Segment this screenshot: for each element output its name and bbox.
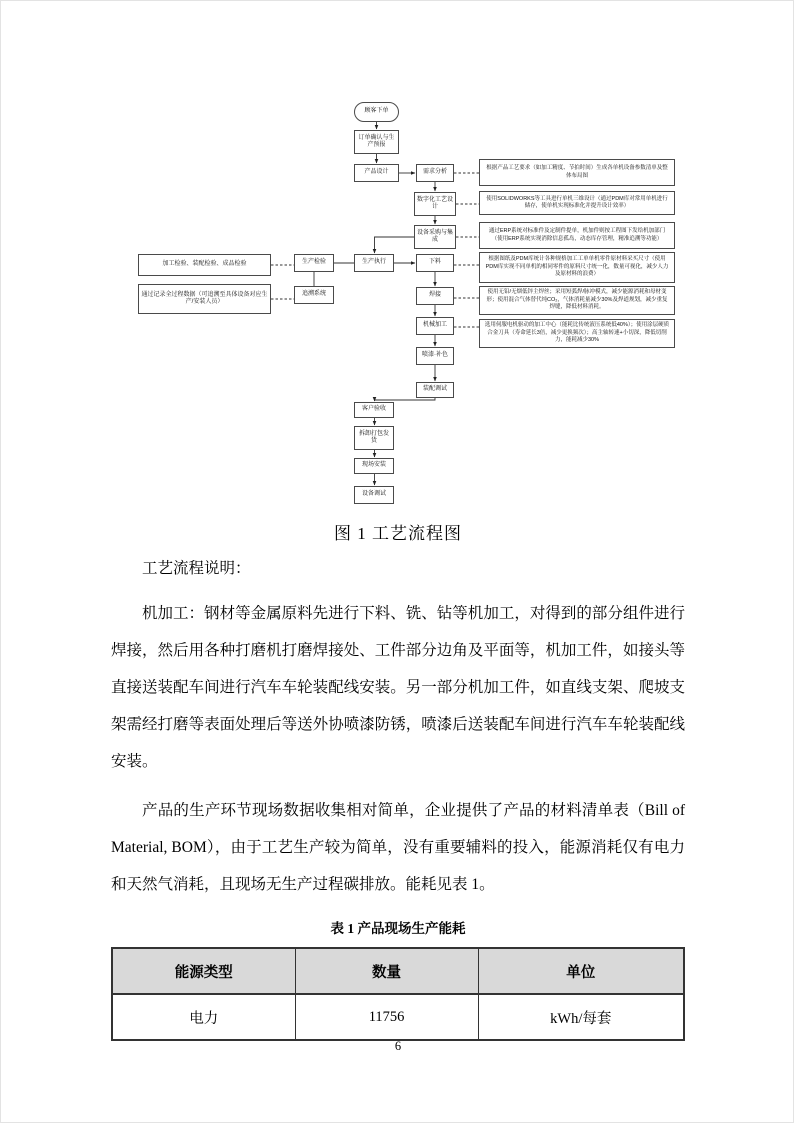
flow-node-machining: 机械加工 (416, 317, 454, 335)
flow-annotation-erp: 通过ERP系统对标准件及定制件提单，机加件则按工程图下发给机加部门（使用ERP系统实现消除信息孤岛，动态库存管理，精准追溯等功能） (479, 222, 675, 249)
table-row (112, 994, 684, 1040)
flow-annotation-welding-method: 使用无铅/无烟低锌主焊丝；采用短弧焊/脉冲模式，减少能源消耗和母材变形；使用混合气体替代纯CO₂，气体消耗量减少30%及焊道规划，减少重复焊缝，降低材料消耗。 (479, 286, 675, 315)
section-label: 工艺流程说明： (142, 560, 251, 577)
flow-node-customer-acceptance: 客户验收 (354, 402, 394, 418)
flow-node-product-design: 产品设计 (354, 164, 399, 182)
paragraph-data-collection: 产品的生产环节现场数据收集相对简单，企业提供了产品的材料清单表（Bill of Material, BOM），由于工艺生产较为简单，没有重要辅料的投入，能源消耗仅有电力和天然气消耗，且现场无生产过程碳排放。能耗见表 1。 (111, 802, 685, 893)
header-unit: 单位 (478, 948, 684, 994)
flow-node-site-installation: 现场安装 (354, 458, 394, 474)
flow-node-digital-process-design: 数字化工艺设计 (414, 192, 456, 216)
flow-node-customer-order: 顾客下单 (354, 102, 399, 122)
header-energy-type: 能源类型 (112, 948, 295, 994)
process-flow-diagram (131, 96, 691, 521)
flow-node-order-confirm: 订单确认与生产预报 (354, 130, 399, 154)
flow-annotation-machining-method: 选用伺服电机驱动的加工中心（能耗比传统液压系统低40%）；使用涂层硬质合金刀具（寿命延长3倍，减少更换频次）；高主轴转速+小切深，降低切削力，能耗减少30% (479, 319, 675, 348)
flow-node-requirement-analysis: 需求分析 (416, 164, 454, 182)
flow-node-painting: 喷漆·补色 (416, 347, 454, 365)
table-header-row (112, 948, 684, 994)
flow-node-record-detail: 通过记录全过程数据（可追溯至具体设备对应生产/安装人员） (138, 284, 271, 314)
flow-annotation-solidworks: 使用SOLIDWORKS等工具进行单机三维设计（通过PDM库对常用单机进行储存，使单机实现标准化并提升设计效率） (479, 191, 675, 215)
cell-quantity: 11756 (295, 994, 478, 1040)
flow-node-packing-shipping: 拆卸打包发货 (354, 426, 394, 450)
flow-node-equipment-debug: 设备调试 (354, 486, 394, 504)
table-caption: 表 1 产品现场生产能耗 (330, 921, 466, 936)
header-quantity: 数量 (295, 948, 478, 994)
flow-annotation-pdm-material: 根据图纸及PDM库统计各种规格加工工单单机零件原材料采买尺寸（使用PDM库实现不同单机的相同零件的原料尺寸统一化，数量可视化，减少人力及原材料的浪费） (479, 252, 675, 283)
flow-node-equipment-procurement: 设备采购与集成 (414, 225, 456, 249)
body-content (111, 557, 685, 1041)
figure-caption: 图 1 工艺流程图 (334, 524, 462, 543)
flow-node-production-execution: 生产执行 (354, 254, 394, 272)
flow-node-production-inspection: 生产检验 (294, 254, 334, 272)
flow-node-welding: 焊接 (416, 287, 454, 305)
energy-consumption-table (111, 947, 685, 1041)
paragraph-machining: 机加工：钢材等金属原料先进行下料、铣、钻等机加工，对得到的部分组件进行焊接，然后用各种打磨机打磨焊接处、工件部分边角及平面等，机加工件，如接头等直接送装配车间进行汽车车轮装配线安装。另一部分机加工件，如直线支架、爬坡支架需经打磨等表面处理后等送外协喷漆防锈，喷漆后送装配车间进行汽车车轮装配线安装。 (111, 605, 685, 770)
flow-node-blanking: 下料 (416, 254, 454, 272)
flow-annotation-design-params: 根据产品工艺要求（如加工精度、节拍时间）生成各单机设备参数清单及整体布局图 (479, 159, 675, 186)
flow-node-assembly-debug: 装配调试 (416, 382, 454, 398)
cell-energy-type: 电力 (112, 994, 295, 1040)
page-number: 6 (394, 1039, 402, 1053)
cell-unit: kWh/每套 (478, 994, 684, 1040)
flow-node-traceability-system: 追溯系统 (294, 286, 334, 304)
flow-node-inspection-detail: 加工检验、装配检验、成品检验 (138, 254, 271, 276)
